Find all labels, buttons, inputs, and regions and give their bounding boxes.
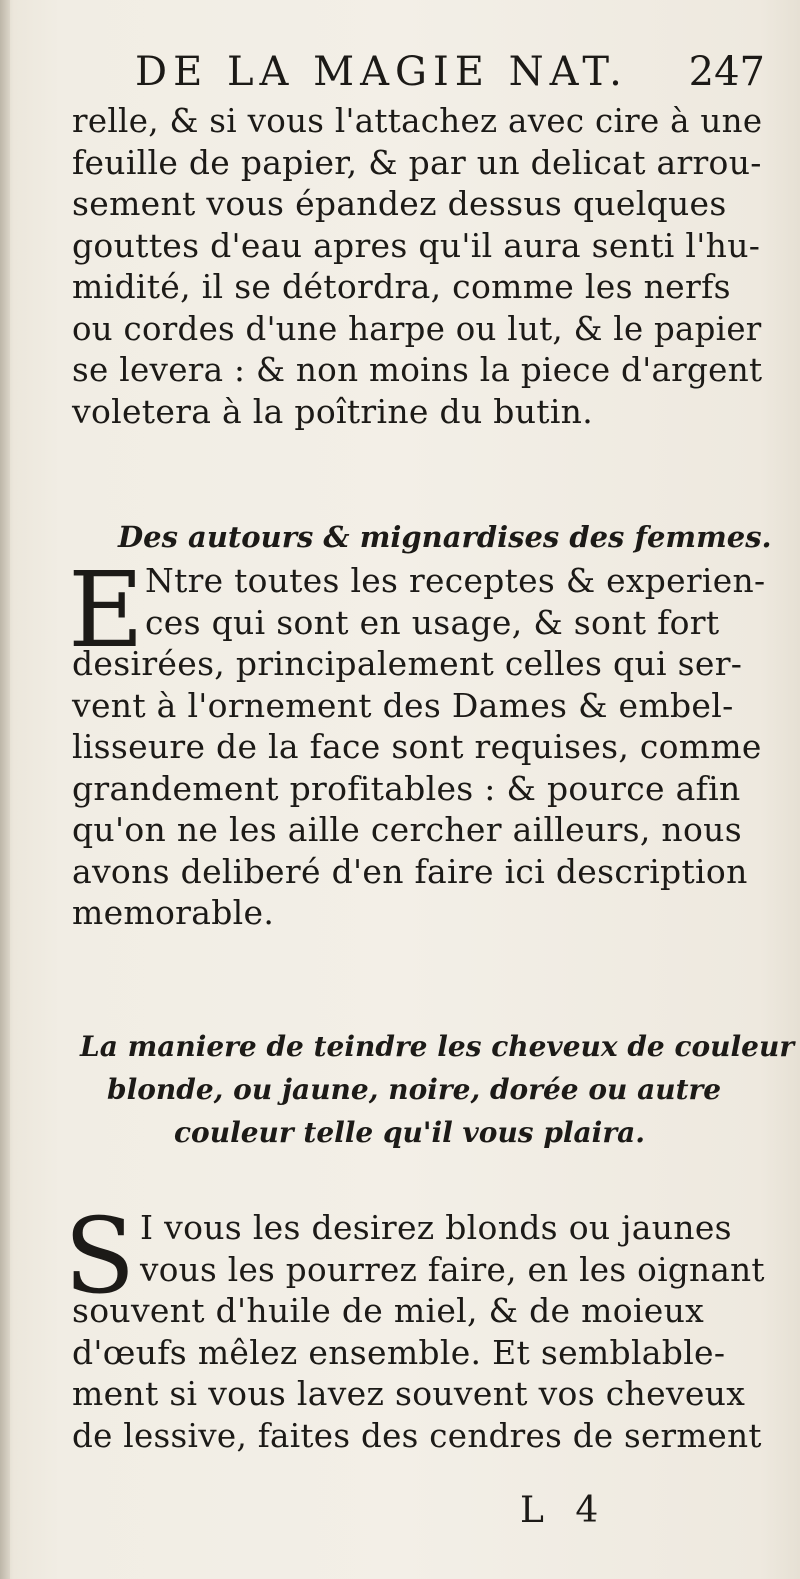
paragraph-continued: [72, 100, 762, 432]
page-number: 247: [688, 49, 765, 95]
drop-cap-s: S: [64, 1195, 136, 1317]
heading-line: blonde, ou jaune, noire, dorée ou autre: [107, 1073, 722, 1106]
text-line: ment si vous lavez souvent vos cheveux: [72, 1374, 746, 1413]
text-line: sement vous épandez dessus quelques: [72, 184, 727, 223]
text-line: memorable.: [72, 893, 275, 932]
section-heading-1: Des autours & mignardises des femmes.: [118, 520, 772, 554]
text-line: grandement profitables : & pource afin: [72, 768, 741, 808]
section2-indented-lines: [140, 1207, 765, 1290]
text-line: I vous les desirez blonds ou jaunes: [140, 1208, 732, 1247]
heading-line: La maniere de teindre les cheveux de couleur: [80, 1030, 795, 1063]
section-heading-2: [80, 1025, 795, 1154]
text-line: lisseure de la face sont requises, comme: [72, 727, 762, 766]
text-line: se levera : & non moins la piece d'argent: [72, 350, 763, 389]
heading-line: couleur telle qu'il vous plaira.: [174, 1116, 645, 1149]
text-line: d'œufs mêlez ensemble. Et semblable-: [72, 1332, 726, 1372]
text-line: avons deliberé d'en faire ici description: [72, 851, 748, 891]
text-line: souvent d'huile de miel, & de moieux: [72, 1291, 705, 1330]
text-line: Ntre toutes les receptes & experien-: [145, 561, 766, 600]
text-line: voletera à la poîtrine du butin.: [72, 391, 594, 431]
page-spine-shadow: [0, 0, 10, 1579]
text-line: midité, il se détordra, comme les nerfs: [72, 267, 731, 306]
running-header: [135, 42, 765, 102]
text-line: vent à l'ornement des Dames & embel-: [72, 685, 734, 725]
text-line: ou cordes d'une harpe ou lut, & le papier: [72, 308, 762, 348]
text-line: gouttes d'eau apres qu'il aura senti l'hu-: [72, 225, 761, 265]
signature-mark: L 4: [520, 1490, 609, 1531]
text-line: ces qui sont en usage, & sont fort: [145, 602, 720, 642]
text-line: vous les pourrez faire, en les oignant: [140, 1249, 765, 1289]
text-line: de lessive, faites des cendres de serment: [72, 1415, 762, 1455]
text-line: desirées, principalement celles qui ser-: [72, 644, 743, 683]
section1-indented-lines: [145, 560, 765, 643]
drop-cap-e: E: [68, 549, 144, 671]
section2-body: [72, 1290, 762, 1456]
text-line: feuille de papier, & par un delicat arrou-: [72, 142, 762, 182]
section1-body: [72, 643, 762, 934]
running-title: DE LA MAGIE NAT.: [135, 49, 628, 95]
text-line: relle, & si vous l'attachez avec cire à une: [72, 101, 763, 140]
text-line: qu'on ne les aille cercher ailleurs, nous: [72, 810, 742, 849]
